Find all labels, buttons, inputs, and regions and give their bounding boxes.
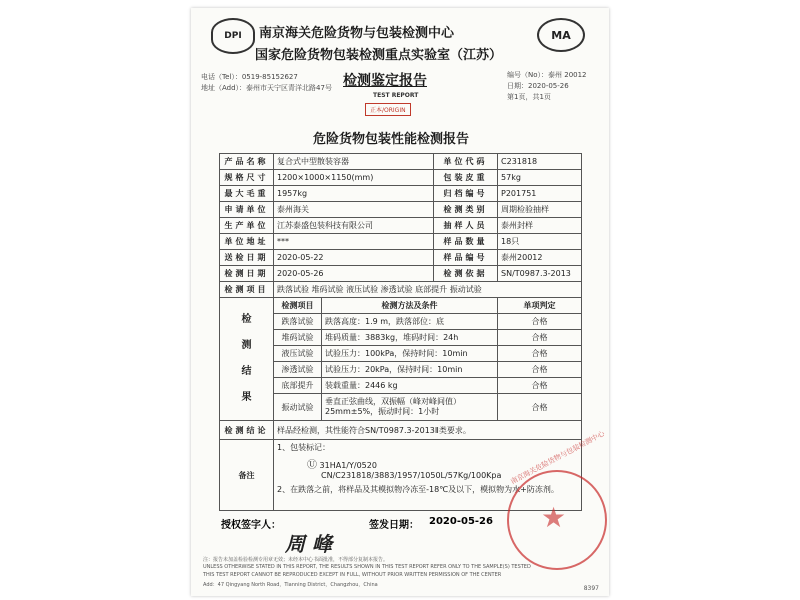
result-verdict: 合格 xyxy=(498,330,582,346)
cell-label: 归档编号 xyxy=(434,186,498,202)
test-items: 跌落试验 堆码试验 液压试验 渗透试验 底部提升 振动试验 xyxy=(274,282,582,298)
result-verdict: 合格 xyxy=(498,314,582,330)
issue-date: 日期：2020-05-26 xyxy=(507,82,569,90)
footer-note: 注：报告未加盖检验检测专用章无效；未经本中心书面批准，不得部分复制本报告。 xyxy=(203,557,389,563)
table-row xyxy=(220,362,582,378)
unit-address: *** xyxy=(274,234,434,250)
cell-label: 生产单位 xyxy=(220,218,274,234)
result-item: 跌落试验 xyxy=(274,314,322,330)
dpi-logo: DPI xyxy=(211,18,255,54)
result-method: 垂直正弦曲线，双振幅（峰对峰间值）25mm±5%，振动时间：1小时 xyxy=(322,394,498,421)
ma-logo: MA xyxy=(537,18,585,52)
table-row xyxy=(220,202,582,218)
approver-label: 授权签字人： xyxy=(221,520,281,531)
result-method: 跌落高度：1.9 m，跌落部位：底 xyxy=(322,314,498,330)
unit-code: C231818 xyxy=(498,154,582,170)
cell-label: 检测项目 xyxy=(220,282,274,298)
product-name: 复合式中型散装容器 xyxy=(274,154,434,170)
result-item: 底部提升 xyxy=(274,378,322,394)
report-number: 编号（No）：泰州 20012 xyxy=(507,71,587,79)
result-verdict: 合格 xyxy=(498,346,582,362)
seal-text: 南京海关危险货物与包装检测中心 xyxy=(509,429,606,486)
test-report-label: TEST REPORT xyxy=(373,92,419,99)
un-symbol-icon: Ⓤ xyxy=(307,460,317,471)
cell-label: 检测日期 xyxy=(220,266,274,282)
cell-label: 抽样人员 xyxy=(434,218,498,234)
max-gross: 1957kg xyxy=(274,186,434,202)
result-verdict: 合格 xyxy=(498,394,582,421)
footer-note: UNLESS OTHERWISE STATED IN THIS REPORT, THE RESULTS SHOWN IN THIS TEST REPORT REFER ONLY TO THE SAMPLE(S) TESTED xyxy=(203,564,531,570)
result-item: 渗透试验 xyxy=(274,362,322,378)
table-row xyxy=(220,154,582,170)
mark-line: 31HA1/Y/0520 xyxy=(319,461,377,470)
result-method: 堆码质量：3883kg，堆码时间：24h xyxy=(322,330,498,346)
cell-label: 检测结论 xyxy=(220,421,274,440)
signature: 周 峰 xyxy=(285,532,332,556)
table-row xyxy=(220,186,582,202)
col-item-header: 检测项目 xyxy=(274,298,322,314)
submit-date: 2020-05-22 xyxy=(274,250,434,266)
result-method: 试验压力：100kPa，保持时间：10min xyxy=(322,346,498,362)
cell-label: 单位地址 xyxy=(220,234,274,250)
address: 地址（Add）：泰州市天宁区青洋北路47号 xyxy=(201,84,332,92)
tare: 57kg xyxy=(498,170,582,186)
report-page xyxy=(191,8,609,596)
center-name: 南京海关危险货物与包装检测中心 xyxy=(259,26,455,41)
sign-date: 2020-05-26 xyxy=(429,516,493,527)
result-method: 试验压力：20kPa，保持时间：10min xyxy=(322,362,498,378)
col-verdict-header: 单项判定 xyxy=(498,298,582,314)
result-method: 装载重量：2446 kg xyxy=(322,378,498,394)
results-header-row xyxy=(220,298,582,314)
remark-line: 1、包装标记： xyxy=(277,443,331,452)
side-char: 果 xyxy=(241,392,252,403)
spec: 1200×1000×1150(mm) xyxy=(274,170,434,186)
cell-label: 产品名称 xyxy=(220,154,274,170)
side-char: 检 xyxy=(241,314,252,325)
sample-qty: 18只 xyxy=(498,234,582,250)
table-row xyxy=(220,170,582,186)
result-item: 液压试验 xyxy=(274,346,322,362)
cell-label: 包装皮重 xyxy=(434,170,498,186)
test-date: 2020-05-26 xyxy=(274,266,434,282)
sample-no: 泰州20012 xyxy=(498,250,582,266)
seal-star-icon: ★ xyxy=(541,501,567,534)
table-row xyxy=(220,266,582,282)
table-row xyxy=(220,282,582,298)
test-basis: SN/T0987.3-2013 xyxy=(498,266,582,282)
conclusion-text: 样品经检测，其性能符合SN/T0987.3-2013Ⅱ类要求。 xyxy=(274,421,582,440)
table-row xyxy=(220,346,582,362)
cell-label: 检测类别 xyxy=(434,202,498,218)
cell-label: 备注 xyxy=(220,440,274,511)
table-row xyxy=(220,234,582,250)
footer-note: THIS TEST REPORT CANNOT BE REPRODUCED EXCEPT IN FULL, WITHOUT PRIOR WRITTEN PERMISSION OF THE CENTER xyxy=(203,572,502,578)
origin-stamp: 正本/ORIGIN xyxy=(365,103,411,116)
remark-line: 2、在跌落之前，将样品及其模拟物冷冻至-18℃及以下，模拟物为水+防冻剂。 xyxy=(277,485,559,494)
cell-label: 最大毛重 xyxy=(220,186,274,202)
result-verdict: 合格 xyxy=(498,362,582,378)
cell-label: 样品编号 xyxy=(434,250,498,266)
applicant: 泰州海关 xyxy=(274,202,434,218)
report-title: 检测鉴定报告 xyxy=(343,73,427,89)
inspection-type: 周期检验抽样 xyxy=(498,202,582,218)
document-title: 危险货物包装性能检测报告 xyxy=(313,132,470,147)
sign-date-label: 签发日期： xyxy=(369,520,419,531)
cell-label: 样品数量 xyxy=(434,234,498,250)
mark-line: CN/C231818/3883/1957/1050L/57Kg/100Kpa xyxy=(321,471,502,480)
cell-label: 申请单位 xyxy=(220,202,274,218)
phone: 电话（Tel）：0519-85152627 xyxy=(201,73,298,81)
sampling: 泰州封样 xyxy=(498,218,582,234)
result-item: 堆码试验 xyxy=(274,330,322,346)
table-row xyxy=(220,394,582,421)
side-char: 测 xyxy=(241,340,252,351)
manufacturer: 江苏泰盛包装科技有限公司 xyxy=(274,218,434,234)
table-row xyxy=(220,250,582,266)
table-row xyxy=(220,421,582,440)
report-table xyxy=(219,153,582,511)
document-code: 8397 xyxy=(583,585,599,592)
side-char: 结 xyxy=(241,366,252,377)
archive-no: P201751 xyxy=(498,186,582,202)
result-verdict: 合格 xyxy=(498,378,582,394)
table-row xyxy=(220,330,582,346)
table-row xyxy=(220,314,582,330)
table-row xyxy=(220,218,582,234)
lab-name: 国家危险货物包装检测重点实验室（江苏） xyxy=(255,48,503,63)
cell-label: 检测依据 xyxy=(434,266,498,282)
footer-address: Add：47 Qingyang North Road，Tianning District，Changzhou，China xyxy=(203,582,378,588)
results-side-label xyxy=(220,298,274,421)
cell-label: 规格尺寸 xyxy=(220,170,274,186)
cell-label: 送检日期 xyxy=(220,250,274,266)
col-method-header: 检测方法及条件 xyxy=(322,298,498,314)
result-item: 振动试验 xyxy=(274,394,322,421)
table-row xyxy=(220,378,582,394)
page-count: 第1页，共1页 xyxy=(507,93,551,101)
cell-label: 单位代码 xyxy=(434,154,498,170)
